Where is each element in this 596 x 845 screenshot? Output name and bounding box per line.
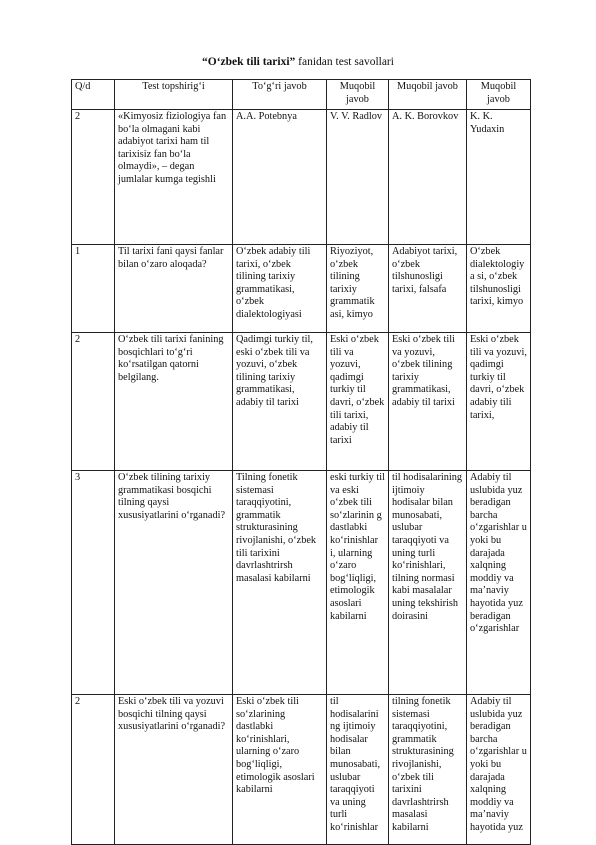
- cell-task: O‘zbek tilining tarixiy grammatikasi bosqichi tilning qaysi xususiyatlarini o‘rganadi?: [115, 471, 233, 695]
- title-subject: “O‘zbek tili tarixi”: [202, 56, 296, 68]
- cell-correct-answer: Tilning fonetik sistemasi taraqqiyotini, grammatik strukturasining rivojlanishi, o‘zbek tili tarixini davrlashtrirsh masalasi kabilarni: [233, 471, 327, 695]
- header-qd: Q/d: [72, 80, 115, 110]
- cell-alt-answer: Riyoziyot, o‘zbek tilining tarixiy grammatik asi, kimyo: [327, 245, 389, 333]
- table-row: [72, 695, 531, 845]
- cell-alt-answer: Adabiy til uslubida yuz beradigan barcha o‘zgarishlar u yoki bu darajada xalqning moddiy va ma’naviy hayotida yuz: [467, 695, 531, 845]
- test-questions-table: [71, 79, 531, 845]
- cell-alt-answer: Eski o‘zbek tili va yozuvi, qadimgi turkiy til davri, o‘zbek adabiy tili tarixi,: [467, 333, 531, 471]
- cell-alt-answer: A. K. Borovkov: [389, 110, 467, 245]
- header-task: Test topshirig‘i: [115, 80, 233, 110]
- header-alt-answer-3: Muqobil javob: [467, 80, 531, 110]
- cell-alt-answer: til hodisalarining ijtimoiy hodisalar bilan munosabati, uslubar taraqqiyoti va uning turli ko‘rinishlari, tilning normasi kabi masalalar uning tekshirish doirasini: [389, 471, 467, 695]
- cell-correct-answer: O‘zbek adabiy tili tarixi, o‘zbek tilining tarixiy grammatikasi, o‘zbek dialektologiyasi: [233, 245, 327, 333]
- cell-alt-answer: til hodisalarini ng ijtimoiy hodisalar bilan munosabati, uslubar taraqqiyoti va uning turli ko‘rinishlar: [327, 695, 389, 845]
- cell-task: Til tarixi fani qaysi fanlar bilan o‘zaro aloqada?: [115, 245, 233, 333]
- cell-qd: 2: [72, 333, 115, 471]
- cell-correct-answer: Eski o‘zbek tili so‘zlarining dastlabki ko‘rinishlari, ularning o‘zaro bog‘liqligi, etimologik asoslari kabilarni: [233, 695, 327, 845]
- table-row: [72, 471, 531, 695]
- document-title: [0, 56, 596, 68]
- header-alt-answer-1: Muqobil javob: [327, 80, 389, 110]
- cell-qd: 2: [72, 695, 115, 845]
- cell-alt-answer: Adabiy til uslubida yuz beradigan barcha o‘zgarishlar u yoki bu darajada xalqning moddiy va ma’naviy hayotida yuz beradigan o‘zgarishlar: [467, 471, 531, 695]
- cell-alt-answer: eski turkiy til va eski o‘zbek tili so‘zlarinin g dastlabki ko‘rinishlar i, ularning o‘zaro bog‘liqligi, etimologik asoslari kabilarni: [327, 471, 389, 695]
- cell-alt-answer: V. V. Radlov: [327, 110, 389, 245]
- cell-alt-answer: Adabiyot tarixi, o‘zbek tilshunosligi tarixi, falsafa: [389, 245, 467, 333]
- cell-alt-answer: O‘zbek dialektologiya si, o‘zbek tilshunosligi tarixi, kimyo: [467, 245, 531, 333]
- cell-qd: 1: [72, 245, 115, 333]
- cell-task: O‘zbek tili tarixi fanining bosqichlari to‘g‘ri ko‘rsatilgan qatorni belgilang.: [115, 333, 233, 471]
- cell-qd: 2: [72, 110, 115, 245]
- header-alt-answer-2: Muqobil javob: [389, 80, 467, 110]
- table-row: [72, 245, 531, 333]
- cell-alt-answer: Eski o‘zbek tili va yozuvi, qadimgi turkiy til davri, o‘zbek tili tarixi, adabiy til tarixi: [327, 333, 389, 471]
- title-suffix: fanidan test savollari: [295, 56, 394, 68]
- table-row: [72, 333, 531, 471]
- header-correct-answer: To‘g‘ri javob: [233, 80, 327, 110]
- cell-correct-answer: A.A. Potebnya: [233, 110, 327, 245]
- table-header-row: [72, 80, 531, 110]
- cell-correct-answer: Qadimgi turkiy til, eski o‘zbek tili va yozuvi, o‘zbek tilining tarixiy grammatikasi, adabiy til tarixi: [233, 333, 327, 471]
- cell-alt-answer: Eski o‘zbek tili va yozuvi, o‘zbek tilining tarixiy grammatikasi, adabiy til tarixi: [389, 333, 467, 471]
- cell-alt-answer: tilning fonetik sistemasi taraqqiyotini, grammatik strukturasining rivojlanishi, o‘zbek tili tarixini davrlashtrirsh masalasi kabilarni: [389, 695, 467, 845]
- cell-task: Eski o‘zbek tili va yozuvi bosqichi tilning qaysi xususiyatlarini o‘rganadi?: [115, 695, 233, 845]
- table-row: [72, 110, 531, 245]
- cell-task: «Kimyosiz fiziologiya fan bo‘la olmagani kabi adabiyot tarixi ham til tarixisiz fan bo‘la olmaydi», – degan jumlalar kumga tegishli: [115, 110, 233, 245]
- cell-alt-answer: K. K. Yudaxin: [467, 110, 531, 245]
- cell-qd: 3: [72, 471, 115, 695]
